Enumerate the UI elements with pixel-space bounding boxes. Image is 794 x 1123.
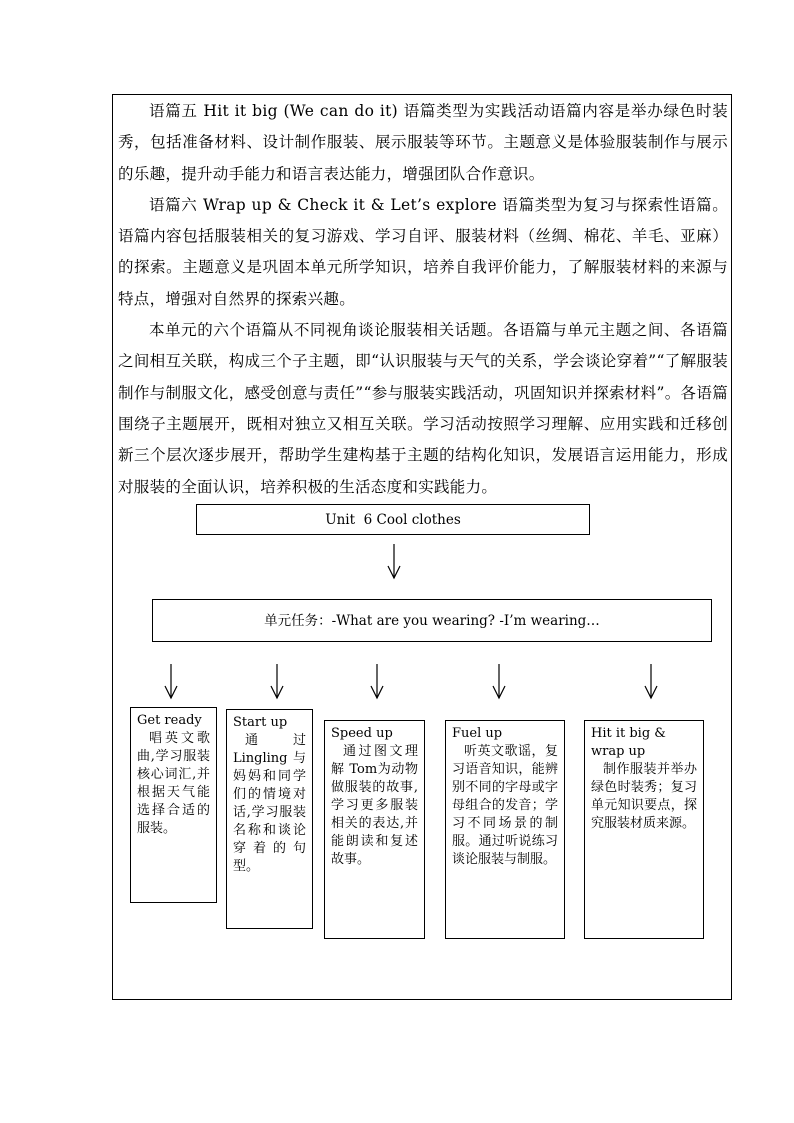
section-body: 制作服装并举办绿色时装秀；复习单元知识要点，探究服装材质来源。 bbox=[591, 762, 697, 831]
section-title: Hit it big & wrap up bbox=[591, 726, 666, 759]
section-box-speed-up bbox=[324, 720, 425, 939]
unit-title: Unit 6 Cool clothes bbox=[325, 511, 461, 528]
section-body: 通过Lingling与妈妈和同学们的情境对话,学习服装名称和谈论穿着的句型。 bbox=[233, 733, 306, 874]
section-title: Speed up bbox=[331, 726, 393, 741]
paragraph-text-5: 语篇五 Hit it big (We can do it) 语篇类型为实践活动语篇内容是举办绿色时装秀，包括准备材料、设计制作服装、展示服装等环节。主题意义是体验服装制作与展示的乐趣，提升动手能力和语言表达能力，增强团队合作意识。 bbox=[118, 102, 728, 183]
section-title: Get ready bbox=[137, 713, 202, 728]
unit-task-box bbox=[152, 599, 712, 642]
paragraph-summary: 本单元的六个语篇从不同视角谈论服装相关话题。各语篇与单元主题之间、各语篇之间相互关联，构成三个子主题，即“认识服装与天气的关系，学会谈论穿着”“了解服装制作与制服文化，感受创意与责任”“参与服装实践活动，巩固知识并探索材料”。各语篇围绕子主题展开，既相对独立又相互关联。学习活动按照学习理解、应用实践和迁移创新三个层次逐步展开，帮助学生建构基于主题的结构化知识，发展语言运用能力，形成对服装的全面认识，培养积极的生活态度和实践能力。 bbox=[118, 321, 728, 496]
section-body: 听英文歌谣，复习语音知识，能辨别不同的字母或字母组合的发音；学习不同场景的制服。通过听说练习谈论服装与制服。 bbox=[452, 744, 558, 867]
section-box-get-ready bbox=[130, 707, 217, 903]
section-body: 唱英文歌曲,学习服装核心词汇,并根据天气能选择合适的服装。 bbox=[137, 731, 210, 836]
section-body: 通过图文理解 Tom为动物做服装的故事,学习更多服装相关的表达,并能朗读和复述故事。 bbox=[331, 744, 418, 867]
section-title: Start up bbox=[233, 715, 288, 730]
section-box-start-up bbox=[226, 709, 313, 929]
unit-title-box bbox=[196, 504, 590, 535]
paragraph-text-6: 语篇六 Wrap up & Check it & Let’s explore 语篇类型为复习与探索性语篇。语篇内容包括服装相关的复习游戏、学习自评、服装材料（丝绸、棉花、羊毛、亚麻）的探索。主题意义是巩固本单元所学知识，培养自我评价能力，了解服装材料的来源与特点，增强对自然界的探索兴趣。 bbox=[118, 195, 728, 308]
section-title: Fuel up bbox=[452, 726, 503, 741]
unit-task: 单元任务：-What are you wearing? -I’m wearing… bbox=[264, 612, 600, 629]
section-box-hit-it-big bbox=[584, 720, 704, 939]
text-block bbox=[118, 96, 728, 503]
section-box-fuel-up bbox=[445, 720, 565, 939]
